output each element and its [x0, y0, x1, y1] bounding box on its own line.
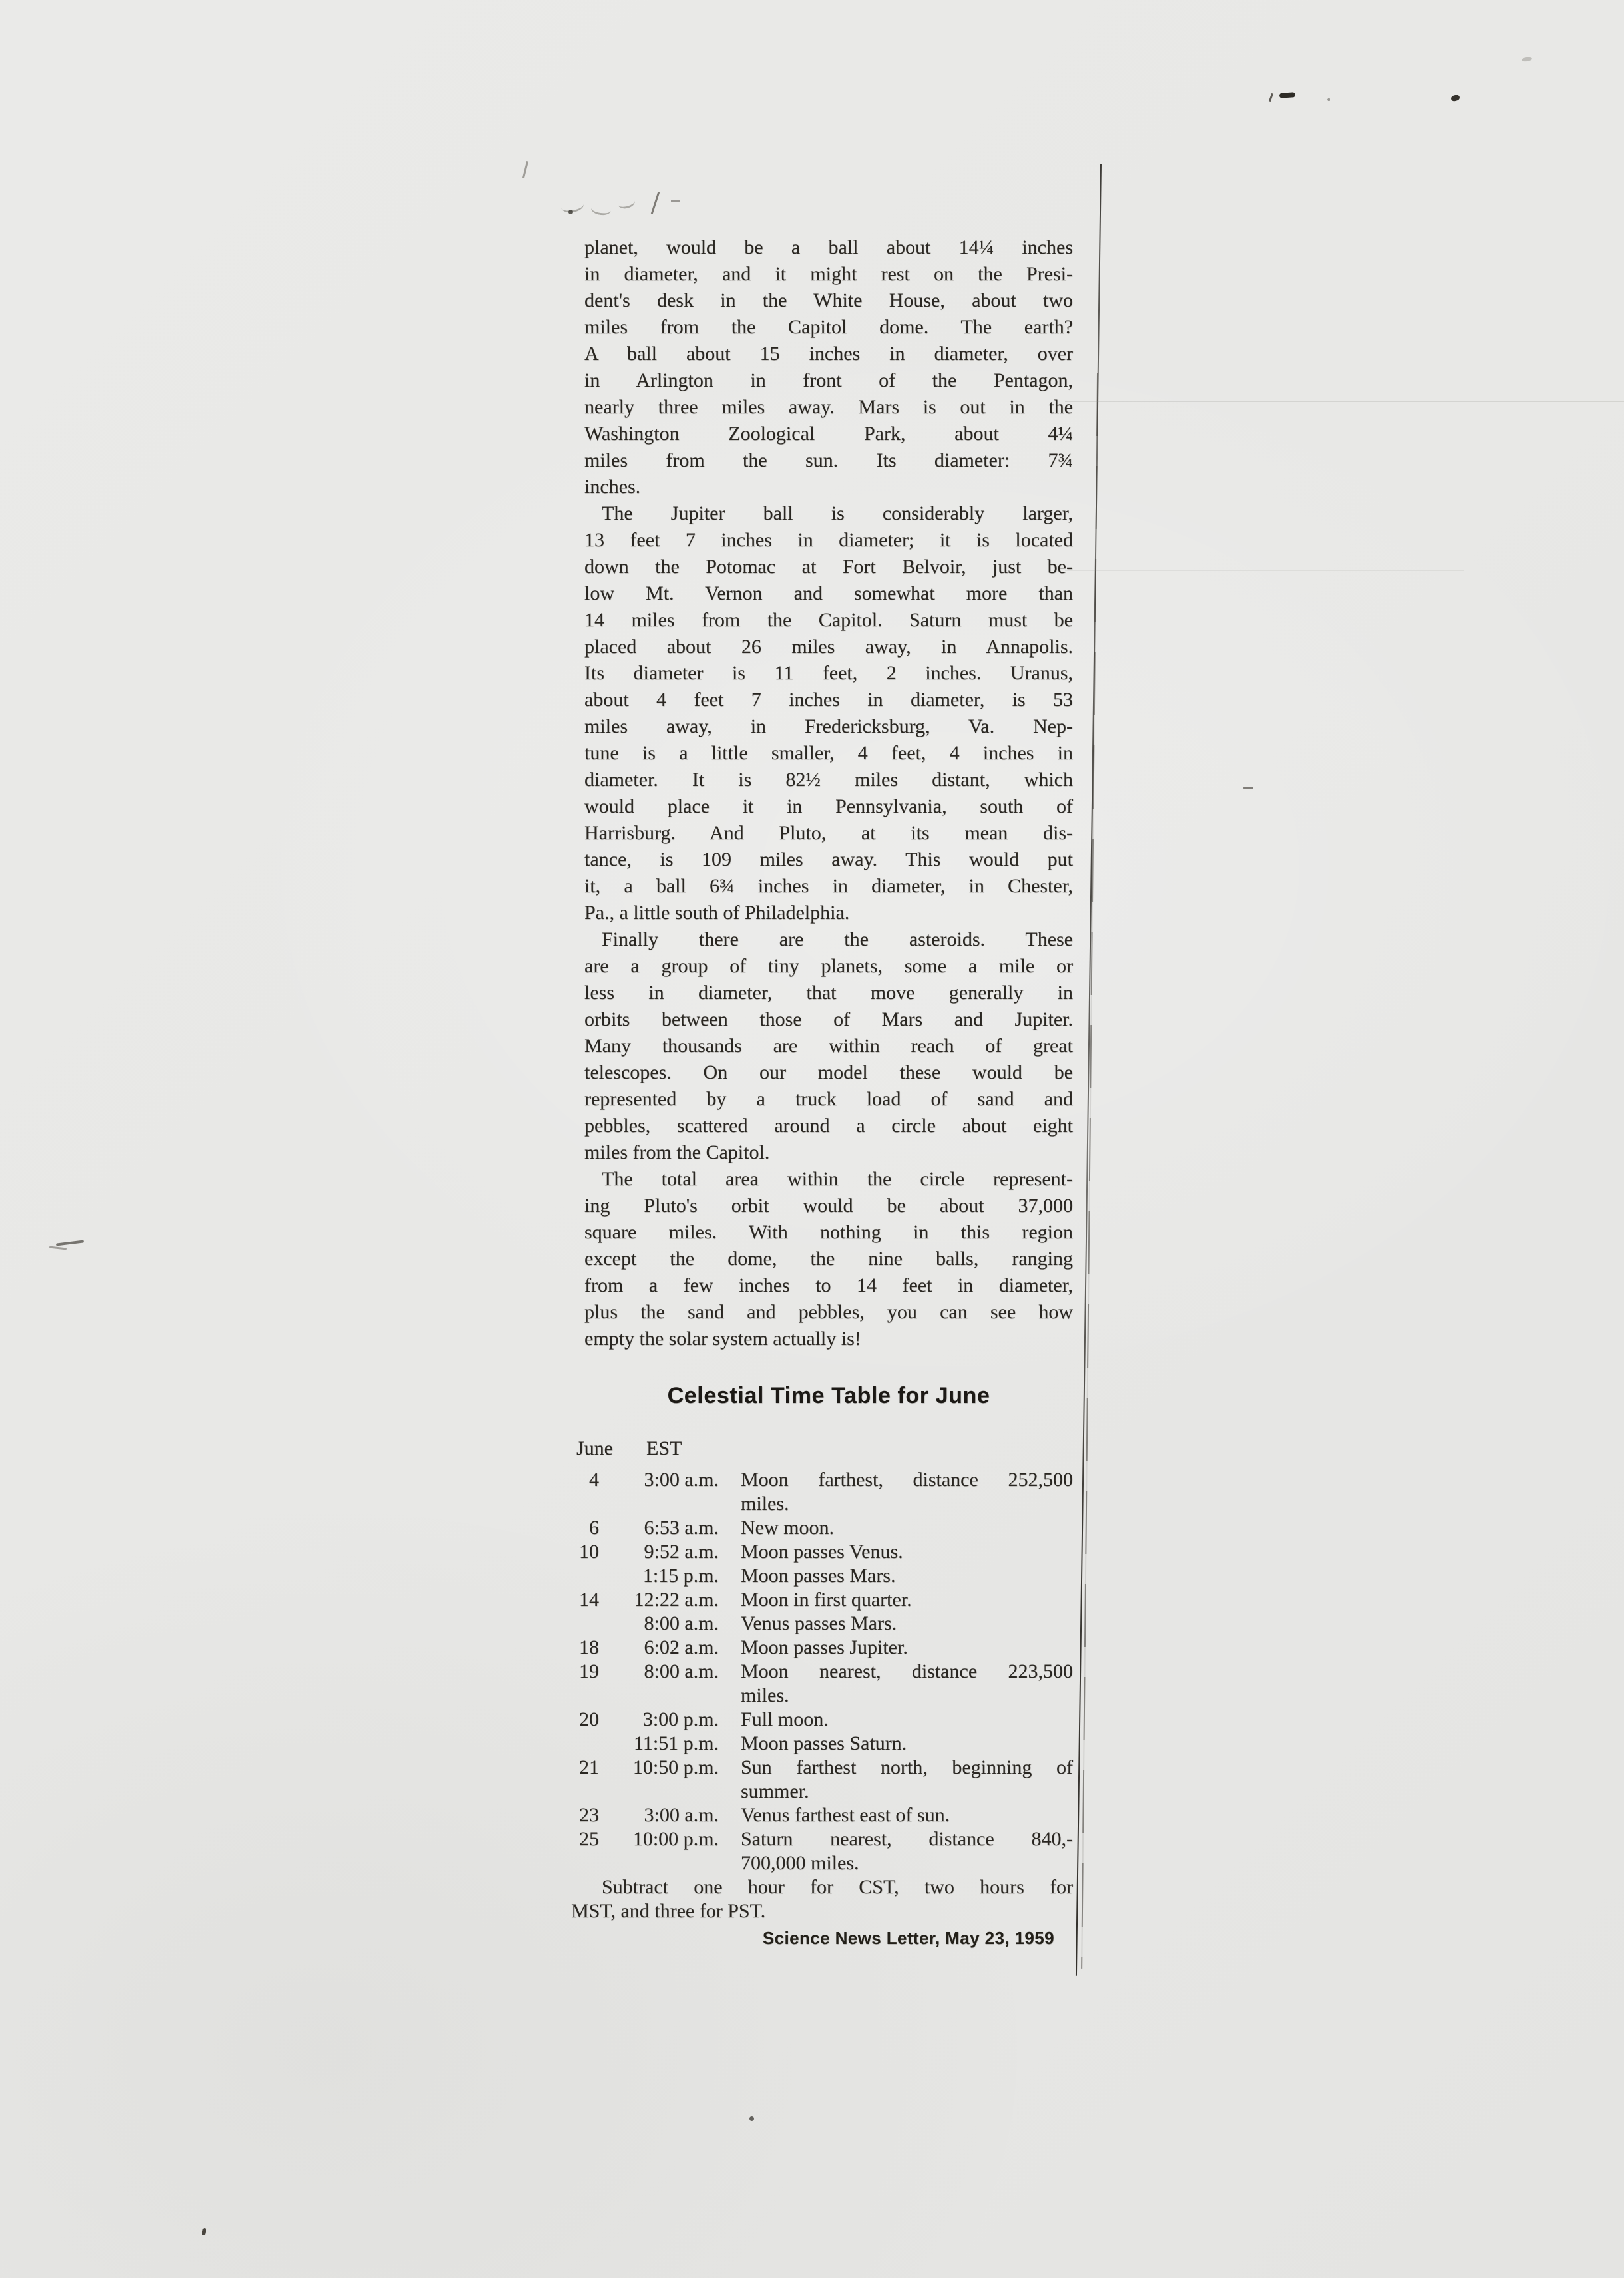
article-line: miles from the sun. Its diameter: 7¾	[584, 449, 1073, 471]
article-line: represented by a truck load of sand and	[584, 1088, 1073, 1110]
timetable-row-line	[569, 1732, 1073, 1756]
timetable-time	[599, 1780, 719, 1803]
timetable-gap	[719, 1492, 741, 1516]
pencil-dash	[56, 1240, 84, 1246]
article-line: planet, would be a ball about 14¼ inches	[584, 236, 1073, 258]
article-line: empty the solar system actually is!	[584, 1328, 861, 1350]
column-rule-dark	[1076, 164, 1102, 1976]
timetable-day: 21	[579, 1756, 599, 1778]
timetable-event: Moon in first quarter.	[741, 1589, 912, 1611]
article-line: Harrisburg. And Pluto, at its mean dis-	[584, 822, 1073, 844]
article-line: square miles. With nothing in this region	[584, 1221, 1073, 1243]
timetable-event: Venus passes Mars.	[741, 1613, 897, 1634]
article-line: placed about 26 miles away, in Annapolis.	[584, 636, 1073, 658]
article-line: low Mt. Vernon and somewhat more than	[584, 582, 1073, 604]
timetable-gap	[719, 1612, 741, 1636]
pencil-scribble	[590, 202, 612, 216]
timetable-day	[569, 1851, 599, 1875]
article-line: Pa., a little south of Philadelphia.	[584, 902, 850, 924]
timetable-row-line	[569, 1660, 1073, 1684]
timetable-time: 9:52 a.m.	[644, 1541, 719, 1563]
timetable-row-line	[569, 1780, 1073, 1803]
timetable-event: Moon passes Mars.	[741, 1565, 896, 1587]
pencil-dash	[49, 1246, 67, 1250]
pencil-slash	[522, 161, 528, 178]
article-line: ing Pluto's orbit would be about 37,000	[584, 1195, 1073, 1217]
pencil-scribble	[616, 195, 636, 210]
scan-streak	[1065, 570, 1464, 571]
pencil-slash	[651, 192, 660, 214]
timetable-time: 11:51 p.m.	[633, 1732, 719, 1754]
article-line: in Arlington in front of the Pentagon,	[584, 369, 1073, 391]
article-line: Washington Zoological Park, about 4¼	[584, 423, 1073, 445]
timetable-row-line	[569, 1468, 1073, 1492]
timetable-gap	[719, 1660, 741, 1684]
timetable-day: 6	[589, 1517, 599, 1539]
timetable-time: 10:00 p.m.	[632, 1828, 719, 1850]
timetable-time: 6:53 a.m.	[644, 1517, 719, 1539]
timetable-event: Moon passes Jupiter.	[741, 1636, 908, 1658]
timetable-gap	[719, 1851, 741, 1875]
article-line: dent's desk in the White House, about two	[584, 289, 1073, 311]
timetable-time: 8:00 a.m.	[644, 1613, 719, 1634]
article-line: miles away, in Fredericksburg, Va. Nep-	[584, 715, 1073, 737]
article-line: pebbles, scattered around a circle about eight	[584, 1115, 1073, 1137]
article-line: about 4 feet 7 inches in diameter, is 53	[584, 689, 1073, 711]
timetable-gap	[719, 1588, 741, 1612]
article-line: A ball about 15 inches in diameter, over	[584, 343, 1073, 365]
article-line: Finally there are the asteroids. These	[602, 928, 1073, 950]
timetable-title: Celestial Time Table for June	[667, 1383, 990, 1408]
article-line: 13 feet 7 inches in diameter; it is located	[584, 529, 1073, 551]
timetable-day	[569, 1612, 599, 1636]
timetable-row-line	[569, 1684, 1073, 1708]
article-line: miles from the Capitol dome. The earth?	[584, 316, 1073, 338]
timetable-event: Moon nearest, distance 223,500	[741, 1660, 1073, 1682]
timetable-day: 18	[579, 1636, 599, 1658]
footnote-line: MST, and three for PST.	[571, 1900, 766, 1922]
ink-apostrophe	[202, 2228, 206, 2236]
timetable-row-line	[569, 1588, 1073, 1612]
timetable-time	[599, 1684, 719, 1708]
timetable-day: 23	[579, 1804, 599, 1826]
timetable-event: Moon farthest, distance 252,500	[741, 1469, 1073, 1491]
timetable-time: 10:50 p.m.	[632, 1756, 719, 1778]
pencil-dash	[671, 200, 680, 202]
timetable-row-line	[569, 1492, 1073, 1516]
footnote-line: Subtract one hour for CST, two hours for	[602, 1876, 1073, 1898]
article-line: The total area within the circle represent-	[602, 1168, 1073, 1190]
timetable-event: miles.	[741, 1684, 789, 1706]
article-line: nearly three miles away. Mars is out in the	[584, 396, 1073, 418]
publication-credit: Science News Letter, May 23, 1959	[762, 1928, 1054, 1948]
timetable-column-headers	[576, 1437, 682, 1460]
timetable-day	[569, 1492, 599, 1516]
timetable-day: 19	[579, 1660, 599, 1682]
article-line: tune is a little smaller, 4 feet, 4 inches in	[584, 742, 1073, 764]
article-line: Many thousands are within reach of great	[584, 1035, 1073, 1057]
timetable-row-line	[569, 1540, 1073, 1564]
timetable-gap	[719, 1540, 741, 1564]
timetable-event: miles.	[741, 1493, 789, 1515]
ink-dash	[1243, 787, 1253, 789]
timetable-gap	[719, 1636, 741, 1660]
timetable-day: 25	[579, 1828, 599, 1850]
column-rule-faint	[1081, 373, 1098, 1969]
article-line: Its diameter is 11 feet, 2 inches. Uranus,	[584, 662, 1073, 684]
article-line: diameter. It is 82½ miles distant, which	[584, 769, 1073, 791]
timetable-month-header: June	[576, 1437, 613, 1459]
timetable-gap	[719, 1708, 741, 1732]
timetable-day: 14	[579, 1589, 599, 1611]
timetable-row-line	[569, 1851, 1073, 1875]
timetable-time: 1:15 p.m.	[642, 1565, 719, 1587]
timetable-event: Moon passes Saturn.	[741, 1732, 907, 1754]
timetable-day: 20	[579, 1708, 599, 1730]
ink-dash	[1279, 92, 1295, 98]
timetable-time: 3:00 p.m.	[642, 1708, 719, 1730]
article-line: it, a ball 6¾ inches in diameter, in Chester,	[584, 875, 1073, 897]
timetable-day: 4	[589, 1469, 599, 1491]
timetable-day	[569, 1564, 599, 1588]
timetable-row-line	[569, 1636, 1073, 1660]
timetable-rows	[569, 1468, 1073, 1875]
scan-streak	[1065, 401, 1624, 402]
timetable-timezone-header: EST	[646, 1437, 682, 1459]
article-line: orbits between those of Mars and Jupiter.	[584, 1008, 1073, 1030]
timetable-event: New moon.	[741, 1517, 834, 1539]
timetable-gap	[719, 1564, 741, 1588]
timetable-event: Moon passes Venus.	[741, 1541, 903, 1563]
timetable-row-line	[569, 1612, 1073, 1636]
timetable-row-line	[569, 1756, 1073, 1780]
timetable-event: Saturn nearest, distance 840,-	[741, 1828, 1073, 1850]
timetable-time: 6:02 a.m.	[644, 1636, 719, 1658]
timetable-time	[599, 1492, 719, 1516]
article-line: inches.	[584, 476, 641, 498]
timetable-gap	[719, 1803, 741, 1827]
ink-speck	[1450, 95, 1460, 102]
timetable-row-line	[569, 1516, 1073, 1540]
smudge	[1522, 57, 1533, 62]
timetable-day	[569, 1780, 599, 1803]
article-line: less in diameter, that move generally in	[584, 982, 1073, 1004]
timetable-time: 3:00 a.m.	[644, 1469, 719, 1491]
timetable-time: 3:00 a.m.	[644, 1804, 719, 1826]
timetable-event: Venus farthest east of sun.	[741, 1804, 950, 1826]
article-line: The Jupiter ball is considerably larger,	[602, 502, 1073, 524]
timetable-gap	[719, 1780, 741, 1803]
timetable-event: Full moon.	[741, 1708, 829, 1730]
timetable-gap	[719, 1684, 741, 1708]
timetable-row-line	[569, 1827, 1073, 1851]
timetable-gap	[719, 1516, 741, 1540]
ink-speck	[568, 210, 573, 214]
timetable-day	[569, 1732, 599, 1756]
timetable-row-line	[569, 1564, 1073, 1588]
timetable-footnote	[571, 1875, 1073, 1923]
timetable-event: Sun farthest north, beginning of	[741, 1756, 1073, 1778]
article-line: are a group of tiny planets, some a mile or	[584, 955, 1073, 977]
article-line: from a few inches to 14 feet in diameter,	[584, 1274, 1073, 1296]
ink-speck	[749, 2116, 754, 2121]
timetable-time: 8:00 a.m.	[644, 1660, 719, 1682]
article-line: plus the sand and pebbles, you can see how	[584, 1301, 1073, 1323]
article-line: miles from the Capitol.	[584, 1141, 770, 1163]
article-line: down the Potomac at Fort Belvoir, just be-	[584, 556, 1073, 578]
article-line: would place it in Pennsylvania, south of	[584, 795, 1073, 817]
timetable-event: summer.	[741, 1780, 809, 1802]
timetable-row-line	[569, 1803, 1073, 1827]
timetable-event: 700,000 miles.	[741, 1852, 859, 1874]
article-line: tance, is 109 miles away. This would put	[584, 849, 1073, 870]
timetable-day	[569, 1684, 599, 1708]
timetable-gap	[719, 1756, 741, 1780]
article-line: except the dome, the nine balls, ranging	[584, 1248, 1073, 1270]
timetable-day: 10	[579, 1541, 599, 1563]
timetable-gap	[719, 1468, 741, 1492]
article-line: telescopes. On our model these would be	[584, 1061, 1073, 1083]
article-line: in diameter, and it might rest on the Presi-	[584, 263, 1073, 285]
ink-slash	[1269, 93, 1273, 102]
timetable-time	[599, 1851, 719, 1875]
timetable-row-line	[569, 1708, 1073, 1732]
ink-speck	[1327, 98, 1330, 101]
article-body	[584, 234, 1073, 1352]
timetable-gap	[719, 1827, 741, 1851]
article-line: 14 miles from the Capitol. Saturn must be	[584, 609, 1073, 631]
timetable-gap	[719, 1732, 741, 1756]
timetable-time: 12:22 a.m.	[634, 1589, 719, 1611]
